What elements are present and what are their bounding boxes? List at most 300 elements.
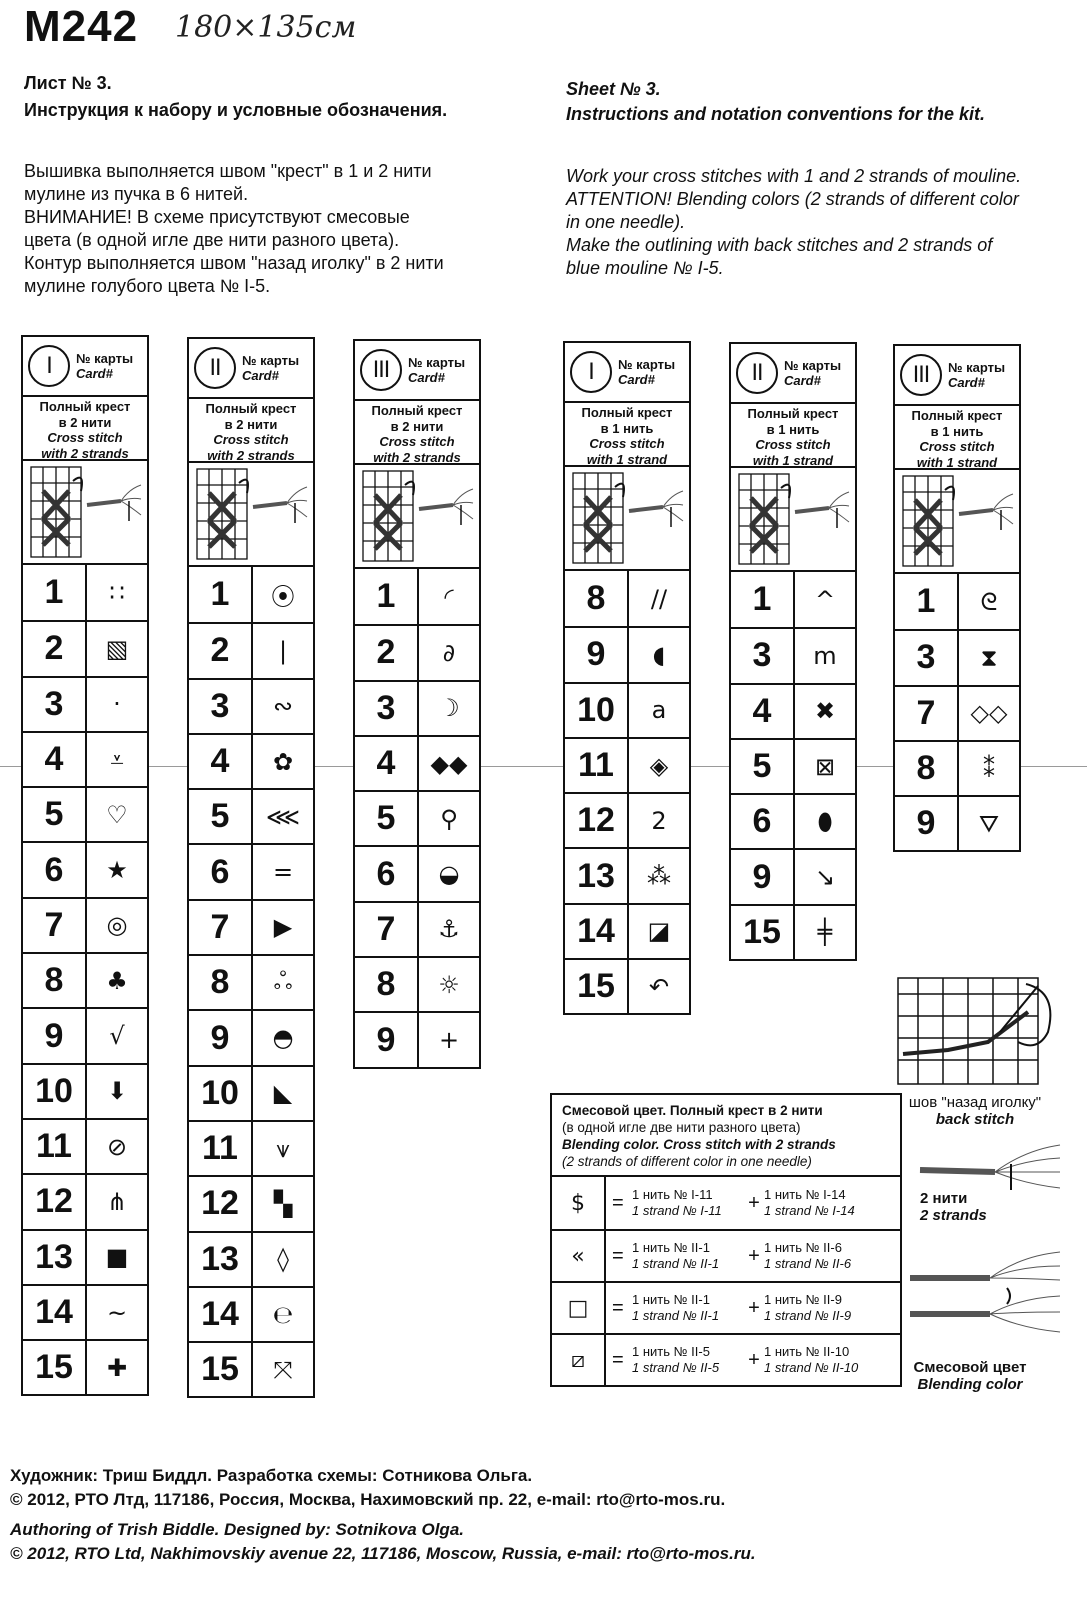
card-row: [23, 897, 147, 952]
thread-number: 5: [189, 790, 253, 843]
blending-thread-icon: [905, 1248, 1065, 1348]
chart-symbol: ஃ: [273, 967, 293, 996]
chart-symbol: ∷: [109, 578, 125, 607]
thread-number: 1: [23, 565, 87, 620]
blend-header: [552, 1095, 900, 1177]
blend-formula: [606, 1177, 900, 1229]
chart-symbol: ◇◇: [970, 699, 1008, 728]
chart-symbol: ~: [106, 1298, 128, 1327]
thread-number: 10: [189, 1067, 253, 1120]
chart-symbol: ◓: [272, 1024, 294, 1053]
card-label-ru: № карты: [784, 358, 842, 373]
chart-symbol: 2: [651, 806, 667, 835]
blend-formula: [606, 1283, 900, 1333]
blend-part-a: [632, 1292, 744, 1324]
card-stitch-description: [895, 406, 1019, 470]
desc-en-1: Cross stitch: [755, 437, 831, 452]
card-row: [189, 678, 313, 733]
cross-stitch-illustration: [895, 470, 1015, 570]
card-row: [189, 1175, 313, 1230]
desc-en-1: Cross stitch: [589, 436, 665, 451]
en-line: in one needle).: [566, 212, 686, 232]
card-row: [23, 1063, 147, 1118]
card-label-ru: № карты: [618, 357, 676, 372]
blend-sub-ru: (в одной игле две нити разного цвета): [562, 1120, 801, 1135]
chart-symbol: ▚: [273, 1189, 293, 1218]
card-stitch-description: [565, 403, 689, 467]
blend-part-b: [764, 1292, 876, 1324]
thread-number: 3: [189, 680, 253, 733]
ru-line: мулине голубого цвета № I-5.: [24, 276, 271, 296]
thread-number: 14: [565, 905, 629, 958]
blend-row: [552, 1281, 900, 1333]
symbol-card-6: [893, 344, 1021, 852]
footer-ru: [10, 1464, 725, 1512]
blend-rows: [552, 1177, 900, 1385]
thread-number: 15: [565, 960, 629, 1013]
card-row: [355, 956, 479, 1011]
thread-number: 12: [565, 794, 629, 847]
equals-sign: =: [612, 1297, 624, 1319]
chart-symbol: ◖: [652, 640, 666, 669]
thread-number: 6: [23, 843, 87, 896]
card-picture: [189, 463, 313, 567]
plus-sign: +: [748, 1349, 760, 1371]
blend-sub-en: (2 strands of different color in one needle): [562, 1154, 812, 1169]
card-header: [23, 337, 147, 397]
card-row: [731, 793, 855, 848]
card-rows: [23, 565, 147, 1394]
blend-title-en: Blending color. Cross stitch with 2 strands: [562, 1137, 836, 1152]
card-row: [895, 795, 1019, 850]
card-roman-numeral: III: [900, 354, 942, 396]
thread-number: 9: [23, 1009, 87, 1062]
footer-en: [10, 1518, 756, 1566]
card-label-en: Card#: [76, 366, 113, 381]
chart-symbol: ⦿: [271, 583, 295, 612]
card-row: [895, 740, 1019, 795]
thread-number: 9: [189, 1011, 253, 1064]
thread-number: 3: [23, 678, 87, 731]
card-label: [784, 358, 841, 388]
thread-number: 2: [23, 622, 87, 675]
chart-symbol: ✿: [272, 747, 294, 776]
card-label-en: Card#: [242, 368, 279, 383]
card-header: [565, 343, 689, 403]
en-sheet: Sheet № 3.: [566, 79, 661, 99]
thread-number: 5: [355, 792, 419, 845]
blend-title-ru: Смесовой цвет. Полный крест в 2 нити: [562, 1103, 823, 1118]
card-label-en: Card#: [948, 375, 985, 390]
blend-row: [552, 1229, 900, 1281]
desc-en-1: Cross stitch: [379, 434, 455, 449]
blend-part-a: [632, 1344, 744, 1376]
thread-number: 4: [189, 735, 253, 788]
card-row: [23, 565, 147, 620]
card-rows: [189, 567, 313, 1396]
chart-symbol: ⚲: [440, 804, 458, 833]
card-roman-numeral: II: [736, 352, 778, 394]
card-row: [23, 731, 147, 786]
thread-number: 11: [23, 1120, 87, 1173]
en-line: Make the outlining with back stitches and 2 strands of: [566, 235, 993, 255]
blending-color-table: [550, 1093, 902, 1387]
card-picture: [565, 467, 689, 571]
thread-number: 1: [895, 574, 959, 629]
card-label: [242, 353, 299, 383]
handwritten-size-note: 180×135см: [175, 10, 357, 45]
card-row: [895, 685, 1019, 740]
cross-stitch-illustration: [189, 463, 309, 563]
thread-number: 3: [355, 682, 419, 735]
back-stitch-ru: шов "назад иголку": [908, 1094, 1042, 1111]
back-stitch-label: [890, 1094, 1060, 1128]
card-row: [23, 676, 147, 731]
desc-en-2: with 1 strand: [916, 454, 998, 470]
chart-symbol: ↘: [814, 863, 836, 892]
desc-ru-1: Полный крест: [39, 399, 131, 414]
card-row: [23, 620, 147, 675]
card-rows: [731, 572, 855, 959]
card-row: [565, 682, 689, 737]
chart-symbol: ◪: [647, 917, 671, 946]
ru-line: Вышивка выполняется швом "крест" в 1 и 2 нити: [24, 161, 432, 181]
card-picture: [731, 468, 855, 572]
chart-symbol: ◎: [106, 911, 128, 940]
card-roman-numeral: I: [28, 345, 70, 387]
card-label-en: Card#: [408, 370, 445, 385]
thread-number: 4: [731, 685, 795, 738]
desc-en-1: Cross stitch: [47, 430, 123, 445]
thread-number: 9: [731, 850, 795, 903]
part-b-ru: 1 нить № II-6: [764, 1240, 842, 1255]
part-b-ru: 1 нить № II-10: [764, 1344, 850, 1359]
desc-ru-2: в 1 нить: [766, 421, 820, 437]
card-row: [23, 1173, 147, 1228]
card-row: [565, 792, 689, 847]
chart-symbol: ▶: [273, 913, 293, 942]
thread-number: 12: [23, 1175, 87, 1228]
blend-formula: [606, 1335, 900, 1385]
thread-number: 12: [189, 1177, 253, 1230]
chart-symbol: ⊘: [106, 1132, 128, 1161]
card-row: [189, 1009, 313, 1064]
card-picture: [895, 470, 1019, 574]
thread-number: 15: [731, 906, 795, 959]
symbol-card-1: [21, 335, 149, 1396]
card-row: [731, 627, 855, 682]
desc-ru-1: Полный крест: [911, 408, 1003, 423]
chart-symbol: ⤧: [273, 1355, 293, 1384]
thread-number: 15: [189, 1343, 253, 1396]
plus-sign: +: [748, 1192, 760, 1214]
card-header: [895, 346, 1019, 406]
chart-symbol: ⩛: [276, 1134, 290, 1163]
symbol-card-2: [187, 337, 315, 1398]
blend-symbol: □: [552, 1283, 606, 1333]
thread-number: 13: [23, 1231, 87, 1284]
chart-symbol: ⩡: [110, 745, 124, 774]
desc-ru-1: Полный крест: [747, 406, 839, 421]
thread-number: 3: [895, 631, 959, 684]
card-row: [731, 904, 855, 959]
chart-symbol: ◣: [273, 1079, 293, 1108]
ru-instructions: [24, 160, 524, 298]
card-label-ru: № карты: [76, 351, 134, 366]
card-label-en: Card#: [618, 372, 655, 387]
thread-number: 7: [355, 903, 419, 956]
card-row: [355, 790, 479, 845]
card-row: [189, 1231, 313, 1286]
blend-part-b: [764, 1187, 876, 1219]
chart-symbol: ☽: [438, 694, 460, 723]
chart-symbol: |: [278, 636, 288, 665]
part-b-en: 1 strand № II-10: [764, 1360, 859, 1375]
thread-number: 7: [23, 899, 87, 952]
back-stitch-en: back stitch: [935, 1111, 1015, 1128]
card-row: [355, 624, 479, 679]
thread-number: 8: [23, 954, 87, 1007]
part-a-ru: 1 нить № II-1: [632, 1292, 710, 1307]
chart-symbol: ^: [814, 585, 836, 614]
thread-number: 2: [355, 626, 419, 679]
card-row: [565, 958, 689, 1013]
thread-number: 4: [355, 737, 419, 790]
card-stitch-description: [23, 397, 147, 461]
card-header: [189, 339, 313, 399]
card-label: [76, 351, 133, 381]
card-row: [189, 1286, 313, 1341]
card-stitch-description: [355, 401, 479, 465]
card-row: [23, 841, 147, 896]
card-row: [355, 735, 479, 790]
blend-row: [552, 1333, 900, 1385]
thread-number: 13: [189, 1233, 253, 1286]
chart-symbol: m: [813, 641, 837, 670]
footer-en-copyright: © 2012, RTO Ltd, Nakhimovskiy avenue 22, 117186, Moscow, Russia, e-mail: rto@rto-mos.ru.: [10, 1544, 756, 1563]
thread-number: 8: [189, 956, 253, 1009]
desc-ru-2: в 1 нить: [600, 420, 654, 436]
thread-number: 15: [23, 1341, 87, 1394]
blend-formula: [606, 1231, 900, 1281]
two-strands-en: 2 strands: [920, 1207, 987, 1224]
card-label-ru: № карты: [948, 360, 1006, 375]
thread-number: 14: [189, 1288, 253, 1341]
footer-en-credits: Authoring of Trish Biddle. Designed by: Sotnikova Olga.: [10, 1520, 464, 1539]
card-label: [618, 357, 675, 387]
chart-symbol: √: [109, 1022, 125, 1051]
thread-number: 9: [895, 797, 959, 850]
en-line: ATTENTION! Blending colors (2 strands of different color: [566, 189, 1019, 209]
card-row: [895, 574, 1019, 629]
thread-number: 14: [23, 1286, 87, 1339]
card-row: [731, 572, 855, 627]
part-a-en: 1 strand № I-11: [632, 1203, 722, 1218]
thread-number: 8: [355, 958, 419, 1011]
desc-en-2: with 2 strands: [373, 449, 461, 465]
thread-number: 3: [731, 629, 795, 682]
chart-symbol: ∾: [272, 692, 294, 721]
en-instructions: [566, 165, 1076, 280]
thread-number: 1: [355, 569, 419, 624]
card-row: [23, 952, 147, 1007]
part-a-ru: 1 нить № II-5: [632, 1344, 710, 1359]
card-row: [189, 843, 313, 898]
chart-symbol: ⧗: [980, 643, 998, 672]
card-row: [23, 1284, 147, 1339]
cross-stitch-illustration: [565, 467, 685, 567]
card-row: [565, 626, 689, 681]
chart-symbol: ◈: [649, 751, 669, 780]
kit-code: M242: [24, 2, 139, 51]
card-row: [189, 954, 313, 1009]
card-picture: [355, 465, 479, 569]
chart-symbol: ⁂: [647, 862, 671, 891]
chart-symbol: ◆◆: [430, 749, 468, 778]
en-heading: [566, 77, 985, 127]
chart-symbol: ◒: [438, 860, 460, 889]
card-stitch-description: [189, 399, 313, 463]
ru-line: мулине из пучка в 6 нитей.: [24, 184, 249, 204]
card-row: [731, 738, 855, 793]
chart-symbol: +: [438, 1026, 460, 1055]
card-roman-numeral: III: [360, 349, 402, 391]
card-header: [355, 341, 479, 401]
chart-symbol: ⊠: [814, 752, 836, 781]
card-label: [408, 355, 465, 385]
desc-ru-1: Полный крест: [205, 401, 297, 416]
thread-number: 9: [355, 1013, 419, 1066]
chart-symbol: ℮: [272, 1300, 294, 1329]
chart-symbol: ·: [113, 690, 121, 719]
thread-number: 13: [565, 849, 629, 902]
en-line: Work your cross stitches with 1 and 2 strands of mouline.: [566, 166, 1022, 186]
cross-stitch-illustration: [23, 461, 143, 561]
thread-number: 8: [565, 571, 629, 626]
desc-en-2: with 1 strand: [752, 452, 834, 468]
thread-number: 4: [23, 733, 87, 786]
chart-symbol: ◊: [277, 1245, 289, 1274]
symbol-card-3: [353, 339, 481, 1069]
part-a-ru: 1 нить № I-11: [632, 1187, 713, 1202]
symbol-card-4: [563, 341, 691, 1015]
chart-symbol: ᘓ: [980, 587, 998, 616]
card-picture: [23, 461, 147, 565]
ru-line: Контур выполняется швом "назад иголку" в 2 нити: [24, 253, 444, 273]
equals-sign: =: [612, 1245, 624, 1267]
part-b-ru: 1 нить № I-14: [764, 1187, 846, 1202]
card-row: [189, 1065, 313, 1120]
thread-number: 10: [23, 1065, 87, 1118]
card-row: [565, 737, 689, 792]
chart-symbol: ∂: [442, 638, 456, 667]
chart-symbol: ✚: [106, 1353, 128, 1382]
part-a-en: 1 strand № II-1: [632, 1256, 720, 1271]
chart-symbol: //: [650, 584, 668, 613]
blend-row: [552, 1177, 900, 1229]
chart-symbol: ☼: [438, 970, 460, 999]
thread-number: 9: [565, 628, 629, 681]
card-row: [355, 1011, 479, 1066]
chart-symbol: ⛛: [978, 809, 1000, 838]
thread-number: 6: [189, 845, 253, 898]
two-strands-ru: 2 нити: [920, 1190, 968, 1207]
thread-number: 1: [731, 572, 795, 627]
card-rows: [355, 569, 479, 1067]
chart-symbol: ╪: [817, 918, 833, 947]
equals-sign: =: [612, 1192, 624, 1214]
card-row: [189, 1120, 313, 1175]
card-rows: [565, 571, 689, 1013]
desc-ru-2: в 1 нить: [930, 423, 984, 439]
desc-en-2: with 2 strands: [207, 447, 295, 463]
card-row: [189, 622, 313, 677]
thread-number: 6: [731, 795, 795, 848]
footer-ru-copyright: © 2012, РТО Лтд, 117186, Россия, Москва, Нахимовский пр. 22, e-mail: rto@rto-mos.ru.: [10, 1490, 726, 1509]
blend-part-a: [632, 1187, 744, 1219]
plus-sign: +: [748, 1297, 760, 1319]
blend-part-b: [764, 1344, 876, 1376]
thread-number: 1: [189, 567, 253, 622]
symbol-card-5: [729, 342, 857, 961]
thread-number: 11: [189, 1122, 253, 1175]
ru-title: Инструкция к набору и условные обозначения.: [24, 100, 448, 120]
card-row: [355, 901, 479, 956]
card-roman-numeral: I: [570, 351, 612, 393]
part-b-en: 1 strand № II-6: [764, 1256, 852, 1271]
card-label-en: Card#: [784, 373, 821, 388]
chart-symbol: ⋔: [106, 1187, 128, 1216]
thread-number: 11: [565, 739, 629, 792]
desc-ru-1: Полный крест: [581, 405, 673, 420]
blend-symbol: ⧄: [552, 1335, 606, 1385]
card-rows: [895, 574, 1019, 850]
card-row: [189, 899, 313, 954]
card-row: [189, 567, 313, 622]
back-stitch-illustration: [888, 972, 1068, 1090]
part-a-ru: 1 нить № II-1: [632, 1240, 710, 1255]
card-label: [948, 360, 1005, 390]
part-b-en: 1 strand № I-14: [764, 1203, 855, 1218]
thread-number: 2: [189, 624, 253, 677]
card-row: [565, 571, 689, 626]
desc-en-2: with 2 strands: [41, 445, 129, 461]
card-header: [731, 344, 855, 404]
part-b-en: 1 strand № II-9: [764, 1308, 852, 1323]
desc-ru-2: в 2 нити: [58, 414, 112, 430]
card-row: [189, 1341, 313, 1396]
two-strands-label: [920, 1190, 987, 1224]
card-row: [731, 848, 855, 903]
chart-symbol: ★: [106, 856, 128, 885]
card-row: [355, 569, 479, 624]
ru-line: цвета (в одной игле две нити разного цвета).: [24, 230, 400, 250]
card-row: [23, 1007, 147, 1062]
chart-symbol: ■: [105, 1243, 129, 1272]
thread-number: 10: [565, 684, 629, 737]
chart-symbol: ⚓: [438, 915, 460, 944]
thread-number: 6: [355, 847, 419, 900]
desc-en-2: with 1 strand: [586, 451, 668, 467]
ru-sheet: Лист № 3.: [24, 73, 112, 93]
chart-symbol: ♡: [106, 800, 128, 829]
part-a-en: 1 strand № II-5: [632, 1360, 720, 1375]
plus-sign: +: [748, 1245, 760, 1267]
chart-symbol: ◜: [444, 582, 454, 611]
chart-symbol: =: [272, 858, 294, 887]
en-line: blue mouline № I-5.: [566, 258, 724, 278]
desc-ru-2: в 2 нити: [224, 416, 278, 432]
